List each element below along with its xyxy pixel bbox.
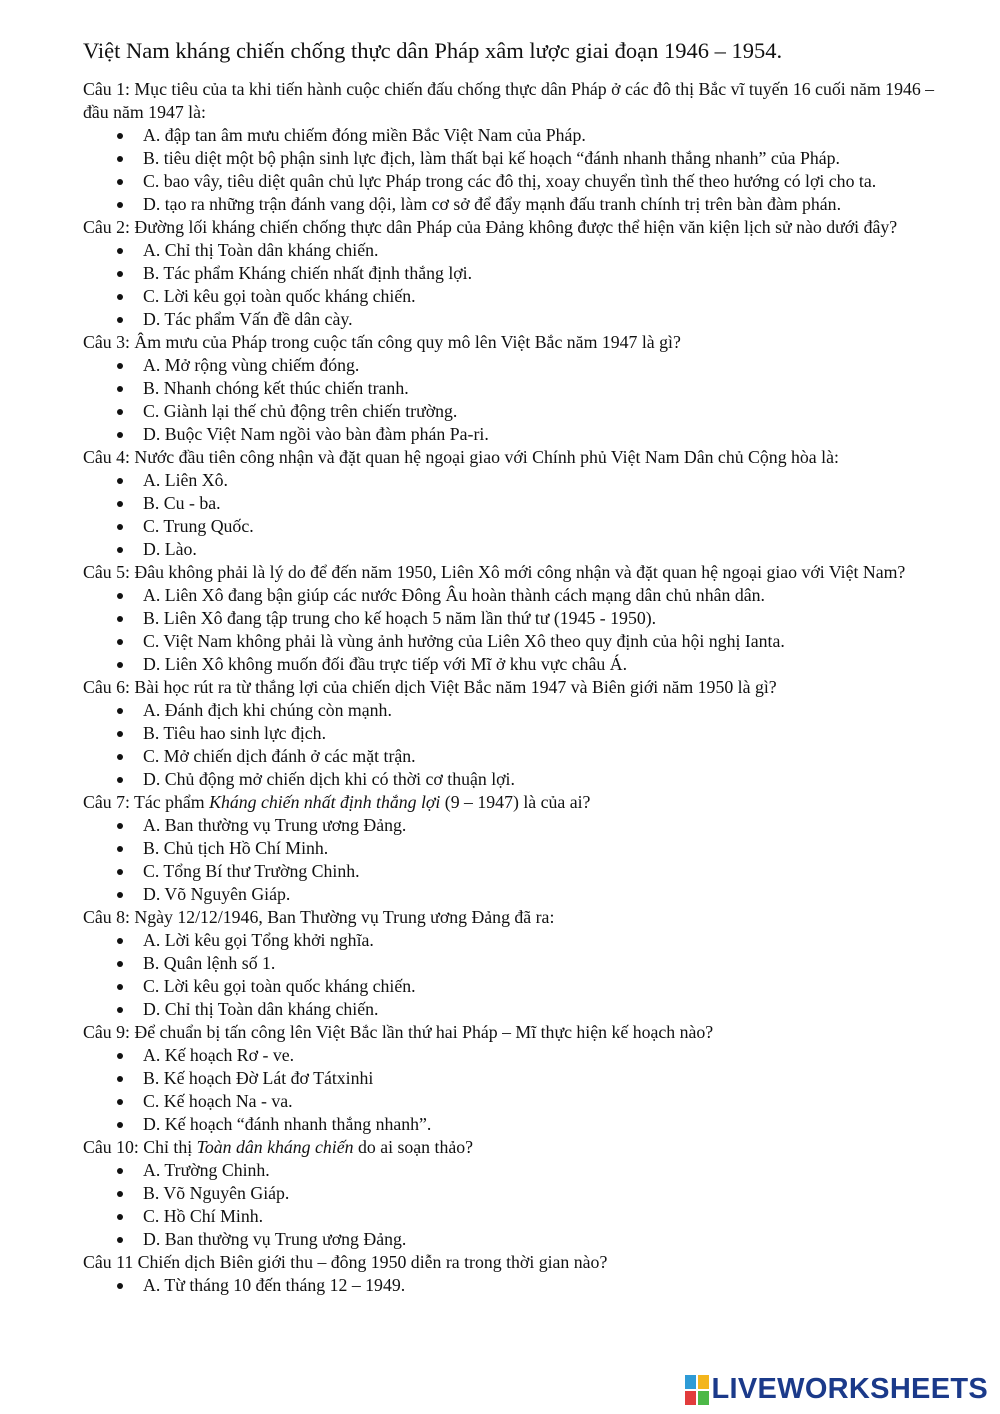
answer-option: D. Buộc Việt Nam ngồi vào bàn đàm phán Pa-ri. [143, 423, 963, 446]
answer-option: C. Lời kêu gọi toàn quốc kháng chiến. [143, 285, 963, 308]
question-stem: Câu 3: Âm mưu của Pháp trong cuộc tấn công quy mô lên Việt Bắc năm 1947 là gì? [83, 332, 681, 352]
answer-option: A. Kế hoạch Rơ - ve. [143, 1044, 963, 1067]
answer-option: B. Tiêu hao sinh lực địch. [143, 722, 963, 745]
answer-options [83, 699, 963, 791]
question-stem: Câu 8: Ngày 12/12/1946, Ban Thường vụ Trung ương Đảng đã ra: [83, 907, 555, 927]
answer-options [83, 469, 963, 561]
answer-options [83, 1159, 963, 1251]
answer-option: A. Ban thường vụ Trung ương Đảng. [143, 814, 963, 837]
answer-option: D. tạo ra những trận đánh vang dội, làm cơ sở để đẩy mạnh đấu tranh chính trị trên bàn đàm phán. [143, 193, 963, 216]
answer-options [83, 929, 963, 1021]
answer-options [83, 354, 963, 446]
answer-option: D. Chỉ thị Toàn dân kháng chiến. [143, 998, 963, 1021]
worksheet-page [83, 36, 963, 1297]
question-block [83, 216, 963, 331]
answer-options [83, 584, 963, 676]
answer-option: C. Tổng Bí thư Trường Chinh. [143, 860, 963, 883]
answer-option: D. Ban thường vụ Trung ương Đảng. [143, 1228, 963, 1251]
answer-option: A. Mở rộng vùng chiếm đóng. [143, 354, 963, 377]
question-block [83, 676, 963, 791]
answer-options [83, 1274, 963, 1297]
question-stem: Câu 4: Nước đầu tiên công nhận và đặt quan hệ ngoại giao với Chính phủ Việt Nam Dân chủ Cộng hòa là: [83, 447, 839, 467]
question-block [83, 1021, 963, 1136]
answer-option: C. Việt Nam không phải là vùng ảnh hưởng của Liên Xô theo quy định của hội nghị Ianta. [143, 630, 963, 653]
answer-option: A. đập tan âm mưu chiếm đóng miền Bắc Việt Nam của Pháp. [143, 124, 963, 147]
answer-option: A. Trường Chinh. [143, 1159, 963, 1182]
answer-option: C. Lời kêu gọi toàn quốc kháng chiến. [143, 975, 963, 998]
question-block [83, 1136, 963, 1251]
answer-option: A. Đánh địch khi chúng còn mạnh. [143, 699, 963, 722]
answer-option: C. Giành lại thế chủ động trên chiến trường. [143, 400, 963, 423]
answer-option: A. Lời kêu gọi Tổng khởi nghĩa. [143, 929, 963, 952]
question-stem: Câu 6: Bài học rút ra từ thắng lợi của chiến dịch Việt Bắc năm 1947 và Biên giới năm 1950 là gì? [83, 677, 777, 697]
answer-option: B. Nhanh chóng kết thúc chiến tranh. [143, 377, 963, 400]
answer-option: A. Liên Xô đang bận giúp các nước Đông Âu hoàn thành cách mạng dân chủ nhân dân. [143, 584, 963, 607]
question-block [83, 446, 963, 561]
question-stem: Câu 9: Để chuẩn bị tấn công lên Việt Bắc lần thứ hai Pháp – Mĩ thực hiện kế hoạch nào? [83, 1022, 714, 1042]
question-stem-text: Câu 10: Chỉ thị [83, 1137, 197, 1157]
answer-option: C. Kế hoạch Na - va. [143, 1090, 963, 1113]
liveworksheets-brand [685, 1373, 989, 1406]
question-stem: Câu 1: Mục tiêu của ta khi tiến hành cuộc chiến đấu chống thực dân Pháp ở các đô thị Bắc vĩ tuyến 16 cuối năm 1946 – đầu năm 1947 là: [83, 79, 935, 122]
answer-option: C. Hồ Chí Minh. [143, 1205, 963, 1228]
answer-option: B. Cu - ba. [143, 492, 963, 515]
answer-option: B. Quân lệnh số 1. [143, 952, 963, 975]
liveworksheets-wordmark: LIVEWORKSHEETS [711, 1373, 988, 1405]
page-title: Việt Nam kháng chiến chống thực dân Pháp xâm lược giai đoạn 1946 – 1954. [83, 38, 783, 63]
question-block [83, 1251, 963, 1297]
question-block [83, 791, 963, 906]
answer-option: C. bao vây, tiêu diệt quân chủ lực Pháp trong các đô thị, xoay chuyển tình thế theo hướng có lợi cho ta. [143, 170, 963, 193]
question-stem-text: Câu 7: Tác phẩm [83, 792, 210, 812]
answer-option: D. Tác phẩm Vấn đề dân cày. [143, 308, 963, 331]
question-list [83, 78, 963, 1297]
answer-option: B. Liên Xô đang tập trung cho kế hoạch 5 năm lần thứ tư (1945 - 1950). [143, 607, 963, 630]
answer-option: B. Võ Nguyên Giáp. [143, 1182, 963, 1205]
liveworksheets-logo-icon [685, 1375, 709, 1405]
question-stem: Câu 2: Đường lối kháng chiến chống thực dân Pháp của Đảng không được thể hiện văn kiện lịch sử nào dưới đây? [83, 217, 898, 237]
answer-option: B. Chủ tịch Hồ Chí Minh. [143, 837, 963, 860]
answer-option: D. Chủ động mở chiến dịch khi có thời cơ thuận lợi. [143, 768, 963, 791]
answer-option: C. Mở chiến dịch đánh ở các mặt trận. [143, 745, 963, 768]
question-stem [83, 1136, 963, 1159]
answer-option: A. Từ tháng 10 đến tháng 12 – 1949. [143, 1274, 963, 1297]
answer-option: B. tiêu diệt một bộ phận sinh lực địch, làm thất bại kế hoạch “đánh nhanh thắng nhanh” của Pháp. [143, 147, 963, 170]
answer-option: D. Kế hoạch “đánh nhanh thắng nhanh”. [143, 1113, 963, 1136]
question-stem-title-italic: Toàn dân kháng chiến [196, 1137, 354, 1157]
question-block [83, 906, 963, 1021]
answer-option: C. Trung Quốc. [143, 515, 963, 538]
answer-option: D. Liên Xô không muốn đối đầu trực tiếp với Mĩ ở khu vực châu Á. [143, 653, 963, 676]
question-stem: Câu 5: Đâu không phải là lý do để đến năm 1950, Liên Xô mới công nhận và đặt quan hệ ngoại giao với Việt Nam? [83, 562, 906, 582]
answer-options [83, 1044, 963, 1136]
question-block [83, 78, 963, 216]
answer-options [83, 124, 963, 216]
question-stem-title-italic: Kháng chiến nhất định thắng lợi [209, 792, 441, 812]
answer-options [83, 239, 963, 331]
answer-option: B. Tác phẩm Kháng chiến nhất định thắng lợi. [143, 262, 963, 285]
question-block [83, 331, 963, 446]
answer-option: D. Võ Nguyên Giáp. [143, 883, 963, 906]
answer-option: B. Kế hoạch Đờ Lát đơ Tátxinhi [143, 1067, 963, 1090]
question-stem [83, 791, 963, 814]
question-stem-text: (9 – 1947) là của ai? [440, 792, 591, 812]
question-block [83, 561, 963, 676]
answer-option: A. Liên Xô. [143, 469, 963, 492]
question-stem: Câu 11 Chiến dịch Biên giới thu – đông 1950 diễn ra trong thời gian nào? [83, 1252, 608, 1272]
question-stem-text: do ai soạn thảo? [353, 1137, 474, 1157]
answer-options [83, 814, 963, 906]
answer-option: D. Lào. [143, 538, 963, 561]
answer-option: A. Chỉ thị Toàn dân kháng chiến. [143, 239, 963, 262]
